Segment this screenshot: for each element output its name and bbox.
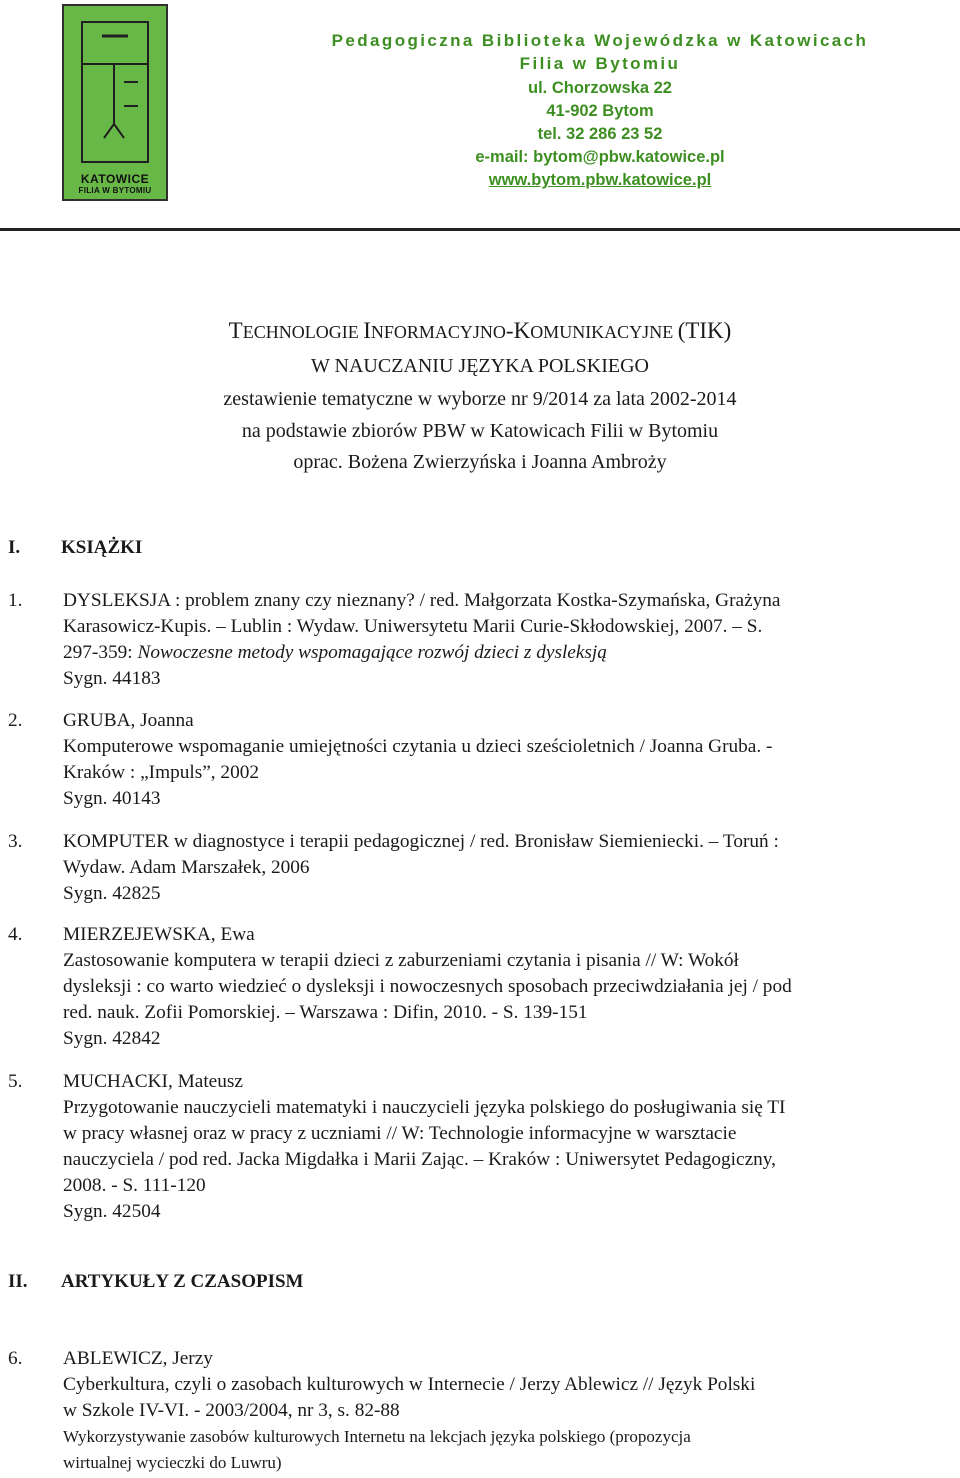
logo-text-main: KATOWICE	[80, 172, 150, 186]
list-item: 1. DYSLEKSJA : problem znany czy nieznany? / red. Małgorzata Kostka-Szymańska, Grażyna Karasowicz-Kupis. – Lublin : Wydaw. Uniwersytetu Marii Curie-Skłodowskiej, 2007. – S. 297-359: Nowoczesne metody wspomagające rozwój dzieci z dysleksją Sygn. 44183	[8, 590, 781, 689]
logo-text-sub: FILIA W BYTOMIU	[78, 186, 152, 195]
header-divider	[0, 228, 960, 231]
library-branch: Filia w Bytomiu	[519, 54, 681, 73]
library-logo	[62, 4, 168, 201]
document-title: TECHNOLOGIE INFORMACYJNO-KOMUNIKACYJNE (TIK)	[228, 318, 732, 343]
list-item: 5. MUCHACKI, Mateusz Przygotowanie nauczycieli matematyki i nauczycieli języka polskiego do posługiwania się TI w pracy własnej oraz w pracy z uczniami // W: Technologie informacyjne w warsztacie nauczyciela / pod red. Jacka Migdałka i Marii Zając. – Kraków : Uniwersytet Pedagogiczny, 2008. - S. 111-120 Sygn. 42504	[8, 1071, 786, 1222]
library-city: 41-902 Bytom	[546, 102, 654, 120]
list-item: 4. MIERZEJEWSKA, Ewa Zastosowanie komputera w terapii dzieci z zaburzeniami czytania i pisania // W: Wokół dysleksji : co warto wiedzieć o dysleksji i nowoczesnych sposobach przeciwdziałania jej / pod red. nauk. Zofii Pomorskiej. – Warszawa : Difin, 2010. - S. 139-151 Sygn. 42842	[8, 924, 792, 1049]
list-item: 6. ABLEWICZ, Jerzy Cyberkultura, czyli o zasobach kulturowych w Internecie / Jerzy Ablewicz // Język Polski w Szkole IV-VI. - 2003/2004, nr 3, s. 82-88 Wykorzystywanie zasobów kulturowych Internetu na lekcjach języka polskiego (propozycja wirtualnej wycieczki do Luwru)	[8, 1348, 756, 1472]
library-website-container	[250, 169, 950, 192]
section-heading-articles: II. ARTYKUŁY Z CZASOPISM	[8, 1271, 304, 1292]
document-source: na podstawie zbiorów PBW w Katowicach Filii w Bytomiu	[241, 420, 719, 442]
list-item: 3. KOMPUTER w diagnostyce i terapii pedagogicznej / red. Bronisław Siemieniecki. – Toruń : Wydaw. Adam Marszałek, 2006 Sygn. 42825	[8, 831, 779, 904]
library-website-link[interactable]: www.bytom.pbw.katowice.pl	[488, 171, 712, 189]
library-name: Pedagogiczna Biblioteka Wojewódzka w Katowicach	[331, 31, 869, 50]
section-heading-books: I. KSIĄŻKI	[8, 537, 143, 558]
library-street: ul. Chorzowska 22	[528, 79, 672, 97]
document-scope: zestawienie tematyczne w wyborze nr 9/2014 za lata 2002-2014	[223, 388, 737, 410]
logo-graphic-icon	[64, 6, 166, 199]
document-authors: oprac. Bożena Zwierzyńska i Joanna Ambroży	[293, 451, 667, 473]
document-subtitle: W NAUCZANIU JĘZYKA POLSKIEGO	[311, 355, 649, 377]
library-phone: tel. 32 286 23 52	[537, 125, 663, 143]
library-email: e-mail: bytom@pbw.katowice.pl	[475, 148, 725, 166]
list-item: 2. GRUBA, Joanna Komputerowe wspomaganie umiejętności czytania u dzieci sześcioletnich / Joanna Gruba. - Kraków : „Impuls”, 2002 Sygn. 40143	[8, 710, 773, 809]
